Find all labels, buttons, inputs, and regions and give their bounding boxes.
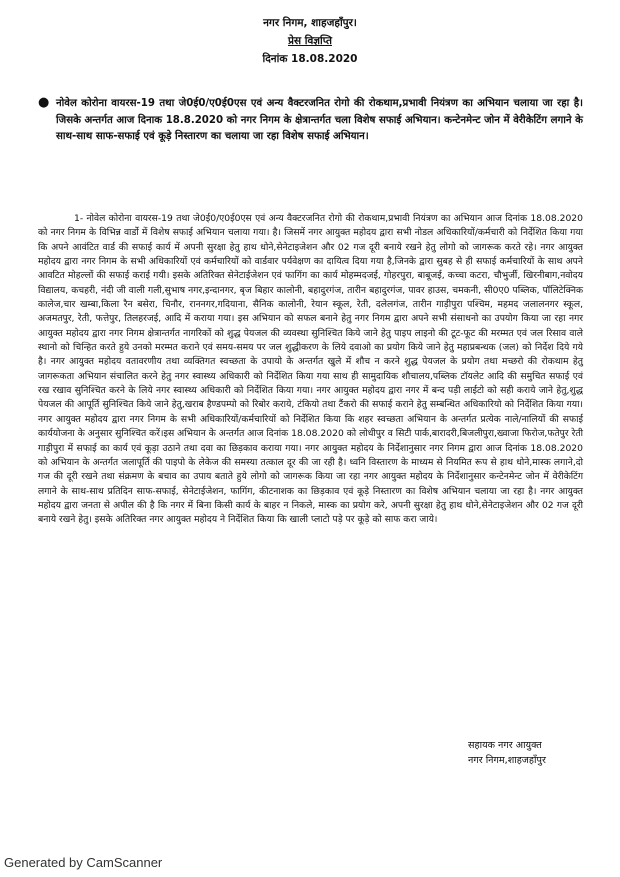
summary-bullet	[38, 96, 583, 146]
body-text: 1- नोवेल कोरोना वायरस-19 तथा जे0ई0/ए0ई0एस एवं अन्य वैक्टरजनित रोगो की रोकथाम,प्रभावी नियंत्रण का अभियान आज दिनांक 18.08.2020 को नगर निगम के विभिन्न वार्डो में विशेष सफाई अभियान चलाया गया। है। जिसमें नगर आयुक्त महोदय द्वारा सभी नोडल अधिकारियों/कर्मचारी को निर्देशित किया गया कि अपने आवंटित वार्ड की सफाई कार्य में अपनी सुरक्षा हेतु हाथ धोने,सेनेटाइजेशन और 02 गज दूरी बनाये रखने हेतु लोगो को जागरूक करते रहे। नगर आयुक्त महोदय द्वारा नगर निगम के सभी अधिकारियों एवं कर्मचारियों को वार्डवार पर्यवेक्षण का दायित्व दिया गया है,जिनके द्वारा सुबह से ही सफाई कर्मचारियों के साथ अपने आवटित मोहल्लों की सफाई कराई गयी। इसके अतिरिक्त सेनेटाईजेशन एवं फागिंग का कार्य मोहम्मदजई, गोहरपुरा, बाबूजई, कच्चा कटरा, चौभुर्जी, खिरनीबाग,नवोदय विद्यालय, कचहरी, नंदी जी वाली गली,सुभाष नगर,इन्दानगर, बृज बिहार कालोनी, बहादुरगंज, तारीन बहादुरगंज, पावर हाउस, चमकनी, सी0ए0 पब्लिक, पॉलिटेक्निक कालेज,चार खम्बा,किला रैन बसेरा, चिनौर, राननगर,गदियाना, सैनिक कालोनी, रेयान स्कूल, रेती, दलेलगंज, तारीन गाड़ीपुरा पश्चिम, महमद जलालनगर स्कूल, अजमतपुर, रेती, फत्तेपुर, तिलहरजई, आदि में कराया गया। इस अभियान को सफल बनाने हेतु नगर निगम द्वारा अपने सभी संसाधनो का उपयोग किया जा रहा नगर आयुक्त महोदय द्वारा नगर निगम क्षेत्रान्तर्गत नागरिकों को शुद्ध पेयजल की व्यवस्था सुनिश्चित किये जाने हेतु पाइप लाइनो की टूट-फूट की मरम्मत एवं जल रिसाव वाले स्थानो को चिन्हित करते हुये उनको मरम्मत कराने एवं समय-समय पर जल शुद्धीकरण के लिये दवाओ का प्रयोग किये जाने हेतु महाप्रबन्धक (जल) को निर्देश दिये गये है। नगर आयुक्त महोदय वतावरणीय तथा व्यक्तिगत स्वच्छता के उपायो के अन्तर्गत खुले में शौच न करने शुद्ध पेयजल के प्रयोग तथा मच्छरो की रोकथाम हेतु जागरूकता अभियान संचालित करने हेतु नगर स्वास्थ्य अधिकारी को निर्देशित किया गया साथ ही सामुदायिक शौचालय,पब्लिक टॉयलेट आदि की समुचित सफाई एवं रख रखाव सुनिश्चित करने के लिये नगर स्वास्थ्य अधिकारी को निर्देशित किया गया। नगर आयुक्त महोदय द्वारा नगर में बन्द पड़ी लाईटो को सही कराये जाने हेतु,शुद्ध पेयजल की आपूर्ति सुनिश्चित किये जाने हेतु,खराब हैण्डपम्पो को रिबोर कराये, टंकियो तथा टैंकरो की सफाई कराने हेतु सम्बन्धित अधिकारियो को निर्देशित किया गया। नगर आयुक्त महोदय द्वारा नगर निगम के सभी अधिकारियों/कर्मचारियों को निर्देशित किया कि शहर स्वच्छता अभियान के अन्तर्गत प्रत्येक नाले/नालियों की सफाई कार्ययोजना के अनुसार सुनिश्चित करें।इस अभियान के अन्तर्गत आज दिनांक 18.08.2020 को लोधीपुर व सिटी पार्क,बारादरी,बिजलीपुरा,ख्वाजा फिरोज,फतेपुर रेती गाड़ीपुरा में सफाई का कार्य एवं कूड़ा उठाने तथा दवा का छिड़काव कराया गया। नगर आयुक्त महोदय के निर्देशानुसार नगर निगम द्वारा आज दिनांक 18.08.2020 को अभियान के अन्तर्गत जलापूर्ति की पाइपो के लेकेज की समस्या तत्काल दूर की जा रही है। ध्वनि विस्तारण के माध्यम से नियमित रूप से हाथ धोने,मास्क लगाने,दो गज की दूरी रखने तथा संक्रमण के बचाव का उपाय बताते हुये लोगो को जागरूक किया जा रहा नगर आयुक्त महोदय के निर्देशानुसार कन्टेनमेन्ट जोन में वेरीकेटिंग लगाने के साथ-साथ प्रतिदिन साफ-सफाई, सेनेटाईजेशन, फागिंग, कीटनाशक का छिड़काव एवं कूड़े निस्तारण का विशेष अभियान चलाया जा रहा है। नगर आयुक्त महोदय द्वारा जनता से अपील की है कि नगर में बिना किसी कार्य के बाहर न निकले, मास्क का प्रयोग करे, अपनी सुरक्षा हेतु हाथ धोने,सेनेटाइजेशन और 02 गज दूरी बनाये रखने हेतु। इसके अतिरिक्त नगर आयुक्त महोदय ने निर्देशित किया कि खाली प्लाटो पड़े पर कूड़े को साफ करा जाये।	[38, 213, 583, 526]
scanner-footer: Generated by CamScanner	[4, 855, 163, 870]
signature-block	[468, 738, 546, 768]
bullet-icon: ●	[38, 95, 50, 110]
organization-name: नगर निगम, शाहजहाँपुर।	[263, 17, 357, 29]
signatory-designation: सहायक नगर आयुक्त	[468, 740, 542, 751]
body-paragraph	[38, 212, 583, 528]
body-indent	[38, 213, 74, 224]
signatory-office: नगर निगम,शाहजहाँपुर	[468, 755, 546, 766]
document-header	[0, 14, 620, 68]
document-date: दिनांक 18.08.2020	[262, 53, 358, 65]
document-type: प्रेस विज्ञप्ति	[288, 35, 332, 47]
summary-text: नोवेल कोरोना वायरस-19 तथा जे0ई0/ए0ई0एस एवं अन्य वैक्टरजनित रोगो की रोकथाम,प्रभावी नियंत्रण का अभियान चलाया जा रहा है। जिसके अन्तर्गत आज दिनाक 18.8.2020 को नगर निगम के क्षेत्रान्तर्गत चला विशेष सफाई अभियान। कन्टेनमेन्ट जोन में वेरीकेटिंग लगाने के साथ-साथ साफ-सफाई एवं कूड़े निस्तारण का चलाया जा रहा विशेष सफाई अभियान।	[56, 98, 583, 142]
